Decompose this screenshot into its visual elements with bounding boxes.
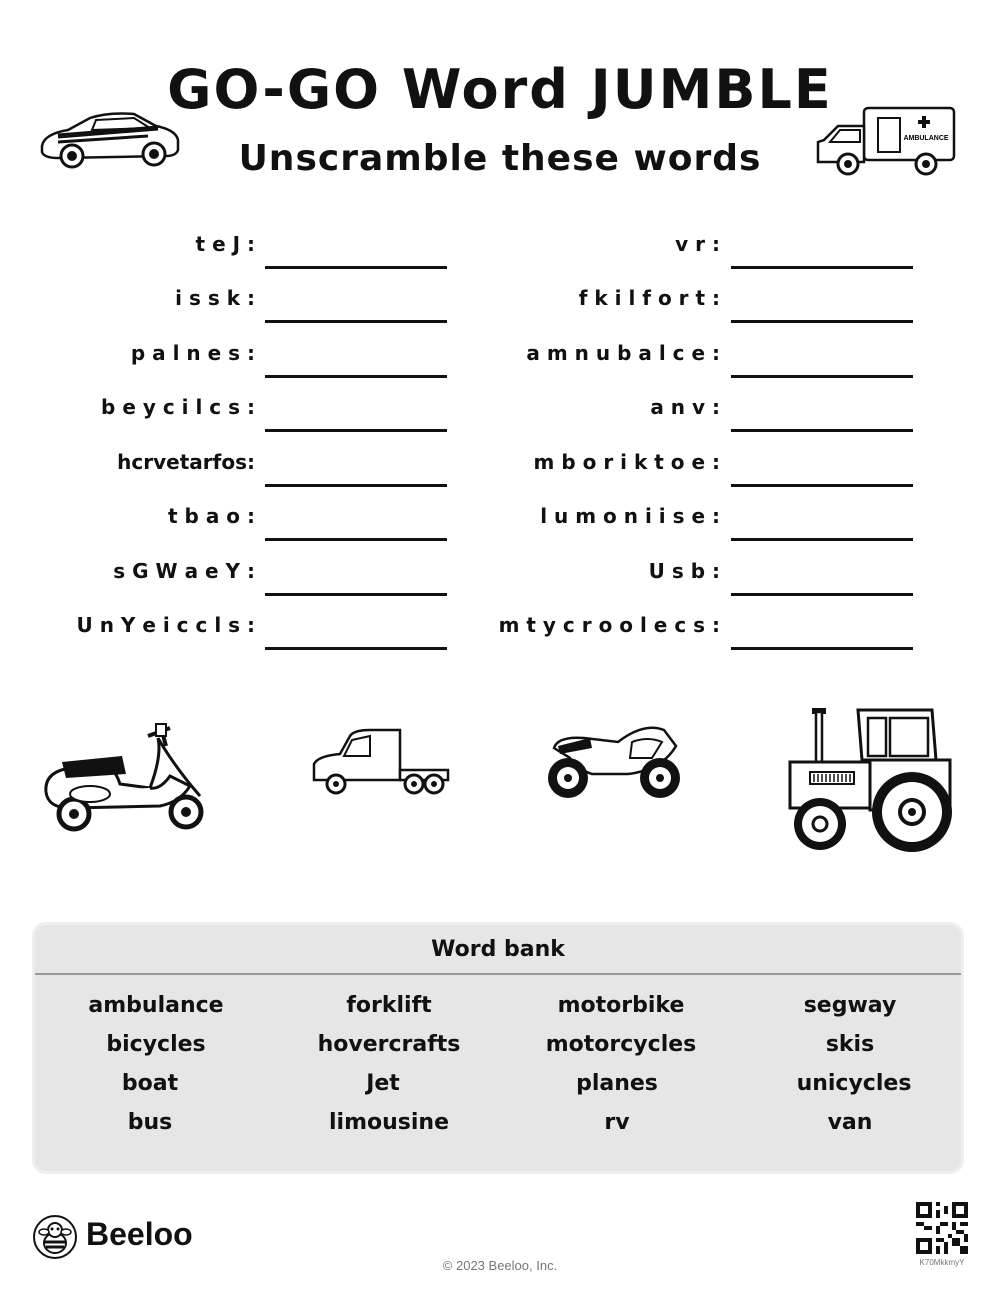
word-bank-item: hovercrafts	[317, 1032, 461, 1057]
copyright: © 2023 Beeloo, Inc.	[442, 1258, 558, 1273]
scrambled-word: f k i l f o r t :	[578, 286, 720, 310]
word-bank-item: rv	[604, 1110, 630, 1135]
word-bank-item: van	[827, 1110, 873, 1135]
scrambled-word: U n Y e i c c l s :	[76, 613, 255, 637]
page-subtitle: Unscramble these words	[238, 138, 762, 179]
answer-line[interactable]	[731, 484, 913, 487]
scrambled-word: b e y c i l c s :	[101, 395, 255, 419]
scrambled-word: l u m o n i i s e :	[540, 504, 720, 528]
puzzle-row-right	[0, 278, 720, 324]
scrambled-word: m t y c r o o l e c s :	[498, 613, 720, 637]
scooter-icon	[40, 716, 212, 834]
scrambled-word: U s b :	[648, 559, 720, 583]
word-bank-item: boat	[121, 1071, 179, 1096]
word-bank-divider	[35, 973, 961, 975]
word-bank-item: Jet	[366, 1071, 400, 1096]
puzzle-row-right	[0, 224, 720, 270]
word-bank-item: limousine	[328, 1110, 449, 1135]
answer-line[interactable]	[731, 320, 913, 323]
qr-code-id: K70MkkmyY	[919, 1258, 965, 1267]
brand-name: Beeloo	[86, 1216, 193, 1252]
puzzle-row-right	[0, 442, 720, 488]
tractor-icon	[786, 700, 956, 856]
scrambled-word: s G W a e Y :	[113, 559, 255, 583]
scrambled-word: p a l n e s :	[130, 341, 255, 365]
word-bank	[32, 922, 964, 1174]
puzzle-row-right	[0, 605, 720, 651]
ambulance-icon	[814, 104, 960, 178]
word-bank-item: unicycles	[796, 1071, 912, 1096]
ambulance-label: AMBULANCE	[903, 135, 949, 142]
scrambled-word: v r :	[675, 232, 720, 256]
scrambled-word: m b o r i k t o e :	[533, 450, 720, 474]
word-bank-item: segway	[803, 993, 897, 1018]
word-bank-item: bicycles	[106, 1032, 206, 1057]
qr-code-icon	[916, 1202, 968, 1254]
scrambled-word: t b a o :	[168, 504, 255, 528]
word-bank-title: Word bank	[431, 937, 565, 962]
answer-line[interactable]	[731, 375, 913, 378]
puzzle-row-right	[0, 387, 720, 433]
answer-line[interactable]	[731, 429, 913, 432]
word-bank-item: motorbike	[557, 993, 685, 1018]
word-bank-item: planes	[576, 1071, 658, 1096]
puzzle-row-right	[0, 551, 720, 597]
page-title: GO-GO Word JUMBLE	[167, 58, 833, 121]
scrambled-word: i s s k :	[175, 286, 255, 310]
word-bank-item: motorcycles	[545, 1032, 697, 1057]
word-bank-item: forklift	[346, 993, 432, 1018]
bee-logo-icon	[32, 1214, 78, 1260]
word-bank-item: skis	[825, 1032, 875, 1057]
answer-line[interactable]	[731, 593, 913, 596]
answer-line[interactable]	[731, 538, 913, 541]
sports-car-icon	[38, 106, 183, 172]
scrambled-word: hcrvetarfos:	[117, 450, 255, 474]
scrambled-word: t e J :	[195, 232, 255, 256]
answer-line[interactable]	[731, 266, 913, 269]
answer-line[interactable]	[731, 647, 913, 650]
word-bank-item: ambulance	[88, 993, 224, 1018]
puzzle-row-right	[0, 496, 720, 542]
semi-truck-icon	[310, 726, 452, 798]
scrambled-word: a n v :	[650, 395, 720, 419]
word-bank-item: bus	[127, 1110, 173, 1135]
puzzle-row-right	[0, 333, 720, 379]
scrambled-word: a m n u b a l c e :	[526, 341, 720, 365]
motorbike-icon	[544, 718, 686, 804]
